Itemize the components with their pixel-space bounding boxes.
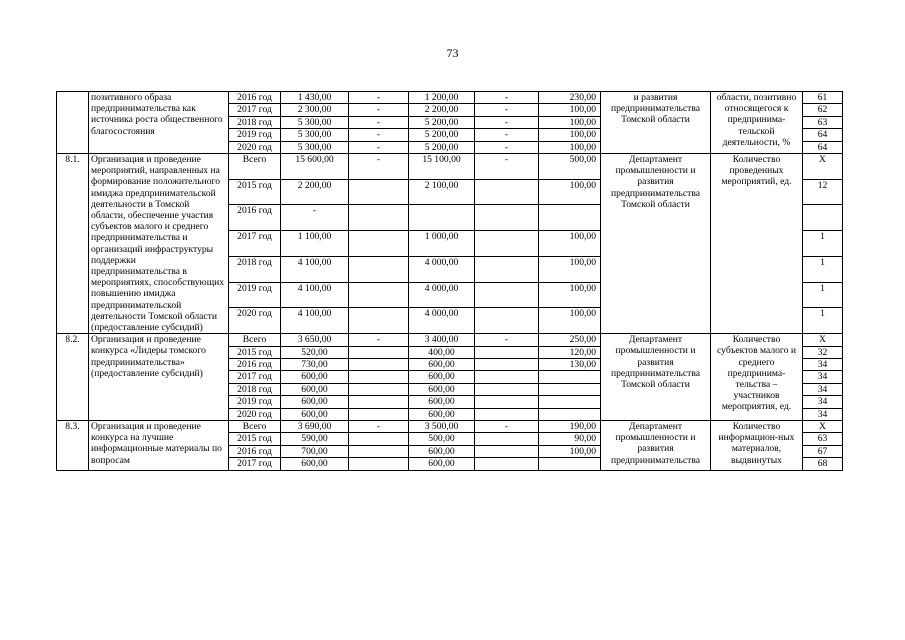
cell-item-number xyxy=(57,92,89,154)
cell-indicator-value: 64 xyxy=(803,141,843,153)
cell-indicator-value: 62 xyxy=(803,104,843,116)
cell-amount-federal: - xyxy=(349,116,409,128)
cell-period: 2020 год xyxy=(229,408,281,420)
cell-amount-total: 5 300,00 xyxy=(281,141,349,153)
cell-amount-regional: 2 200,00 xyxy=(409,104,475,116)
cell-period: 2019 год xyxy=(229,396,281,408)
cell-amount-total: 5 300,00 xyxy=(281,129,349,141)
cell-indicator-value: 34 xyxy=(803,408,843,420)
cell-amount-total: 4 100,00 xyxy=(281,256,349,282)
cell-amount-federal xyxy=(349,231,409,257)
cell-indicator-value: 32 xyxy=(803,346,843,358)
cell-amount-federal: - xyxy=(349,104,409,116)
cell-amount-regional: 600,00 xyxy=(409,383,475,395)
cell-amount-local xyxy=(475,371,539,383)
cell-item-number: 8.2. xyxy=(57,334,89,421)
cell-period: 2020 год xyxy=(229,141,281,153)
cell-amount-other xyxy=(539,383,601,395)
cell-amount-local xyxy=(475,205,539,231)
cell-amount-regional: 4 000,00 xyxy=(409,256,475,282)
cell-amount-federal: - xyxy=(349,153,409,179)
cell-amount-local xyxy=(475,308,539,334)
cell-amount-local: - xyxy=(475,153,539,179)
cell-amount-regional: 500,00 xyxy=(409,433,475,445)
cell-period: 2018 год xyxy=(229,116,281,128)
cell-amount-total: 590,00 xyxy=(281,433,349,445)
cell-amount-local: - xyxy=(475,104,539,116)
cell-amount-total: 520,00 xyxy=(281,346,349,358)
cell-amount-other: 100,00 xyxy=(539,256,601,282)
cell-amount-total: 600,00 xyxy=(281,396,349,408)
cell-amount-total: 600,00 xyxy=(281,408,349,420)
cell-indicator-name: Количество информацион-ных материалов, выдвинутых xyxy=(711,420,803,470)
cell-amount-federal xyxy=(349,458,409,470)
cell-executor: Департамент промышленности и развития предпринимательства Томской области xyxy=(601,153,711,333)
cell-amount-federal xyxy=(349,205,409,231)
cell-amount-total: 4 100,00 xyxy=(281,308,349,334)
cell-amount-total: 700,00 xyxy=(281,445,349,457)
cell-indicator-value: 63 xyxy=(803,433,843,445)
cell-item-name: Организация и проведение конкурса на лучшие информационные материалы по вопросам xyxy=(89,420,229,470)
cell-period: 2016 год xyxy=(229,445,281,457)
cell-period: 2015 год xyxy=(229,433,281,445)
cell-indicator-value: 34 xyxy=(803,396,843,408)
cell-amount-federal xyxy=(349,358,409,370)
cell-amount-federal xyxy=(349,282,409,308)
cell-amount-total: 600,00 xyxy=(281,383,349,395)
cell-amount-regional: 2 100,00 xyxy=(409,179,475,205)
cell-amount-regional: 3 400,00 xyxy=(409,334,475,346)
cell-period: 2015 год xyxy=(229,179,281,205)
cell-period: 2019 год xyxy=(229,129,281,141)
cell-indicator-value: 34 xyxy=(803,371,843,383)
cell-indicator-value: 68 xyxy=(803,458,843,470)
cell-amount-regional: 400,00 xyxy=(409,346,475,358)
cell-item-number: 8.3. xyxy=(57,420,89,470)
cell-period: 2015 год xyxy=(229,346,281,358)
cell-amount-local xyxy=(475,346,539,358)
cell-amount-federal xyxy=(349,256,409,282)
cell-amount-other: 100,00 xyxy=(539,445,601,457)
cell-indicator-name: Количество субъектов малого и среднего предпринима-тельства – участников мероприятия, ед. xyxy=(711,334,803,421)
cell-amount-regional: 4 000,00 xyxy=(409,282,475,308)
cell-period: 2018 год xyxy=(229,383,281,395)
cell-amount-other: 500,00 xyxy=(539,153,601,179)
cell-amount-local: - xyxy=(475,420,539,432)
cell-amount-total: 1 100,00 xyxy=(281,231,349,257)
cell-amount-total: 4 100,00 xyxy=(281,282,349,308)
cell-indicator-value: X xyxy=(803,153,843,179)
cell-amount-regional: 5 200,00 xyxy=(409,129,475,141)
cell-amount-local xyxy=(475,256,539,282)
cell-amount-federal xyxy=(349,179,409,205)
cell-amount-other: 100,00 xyxy=(539,282,601,308)
cell-indicator-value: 1 xyxy=(803,256,843,282)
cell-amount-regional: 4 000,00 xyxy=(409,308,475,334)
cell-amount-regional: 600,00 xyxy=(409,396,475,408)
cell-item-name: позитивного образа предпринимательства как источника роста общественного благосостояния xyxy=(89,92,229,154)
cell-indicator-value: 1 xyxy=(803,231,843,257)
cell-indicator-value: 34 xyxy=(803,383,843,395)
cell-amount-local xyxy=(475,408,539,420)
cell-amount-local xyxy=(475,396,539,408)
cell-amount-local xyxy=(475,458,539,470)
cell-amount-local: - xyxy=(475,334,539,346)
table-row xyxy=(57,420,843,432)
cell-period: Всего xyxy=(229,420,281,432)
cell-amount-federal xyxy=(349,433,409,445)
cell-amount-other: 100,00 xyxy=(539,141,601,153)
cell-amount-regional: 1 000,00 xyxy=(409,231,475,257)
cell-amount-other xyxy=(539,408,601,420)
cell-amount-federal xyxy=(349,346,409,358)
cell-indicator-value: 61 xyxy=(803,92,843,104)
cell-amount-other: 100,00 xyxy=(539,179,601,205)
cell-amount-other xyxy=(539,396,601,408)
cell-amount-other: 100,00 xyxy=(539,231,601,257)
cell-period: 2017 год xyxy=(229,104,281,116)
cell-period: 2017 год xyxy=(229,458,281,470)
cell-amount-total: 2 200,00 xyxy=(281,179,349,205)
cell-amount-local: - xyxy=(475,141,539,153)
cell-amount-local: - xyxy=(475,129,539,141)
page-number: 73 xyxy=(446,46,459,60)
cell-amount-total: 730,00 xyxy=(281,358,349,370)
cell-amount-other: 100,00 xyxy=(539,308,601,334)
cell-indicator-value: 34 xyxy=(803,358,843,370)
cell-amount-total: 5 300,00 xyxy=(281,116,349,128)
cell-amount-other: 100,00 xyxy=(539,129,601,141)
cell-amount-federal xyxy=(349,408,409,420)
cell-amount-regional: 5 200,00 xyxy=(409,141,475,153)
cell-amount-other xyxy=(539,205,601,231)
cell-amount-local xyxy=(475,433,539,445)
cell-amount-federal xyxy=(349,371,409,383)
cell-amount-total: 3 650,00 xyxy=(281,334,349,346)
cell-amount-local: - xyxy=(475,92,539,104)
cell-amount-other: 190,00 xyxy=(539,420,601,432)
cell-amount-federal xyxy=(349,396,409,408)
cell-amount-other: 250,00 xyxy=(539,334,601,346)
cell-amount-total: 600,00 xyxy=(281,458,349,470)
cell-amount-regional: 600,00 xyxy=(409,458,475,470)
cell-period: 2020 год xyxy=(229,308,281,334)
cell-indicator-value: 1 xyxy=(803,282,843,308)
cell-amount-other: 230,00 xyxy=(539,92,601,104)
cell-amount-total: 15 600,00 xyxy=(281,153,349,179)
cell-amount-local xyxy=(475,445,539,457)
cell-amount-other: 120,00 xyxy=(539,346,601,358)
cell-amount-other: 100,00 xyxy=(539,104,601,116)
cell-amount-other xyxy=(539,371,601,383)
cell-amount-regional: 5 200,00 xyxy=(409,116,475,128)
cell-item-name: Организация и проведение мероприятий, направленных на формирование положительного имиджа предпринимательской деятельности в Томской области, обеспечение участия субъектов малого и среднего предпринимательства и организаций инфраструктуры поддержки предпринимательства в мероприятиях, способствующих повышению имиджа предпринимательской деятельности Томской области (предоставление субсидий) xyxy=(89,153,229,333)
cell-indicator-value: 1 xyxy=(803,308,843,334)
cell-amount-total: - xyxy=(281,205,349,231)
cell-amount-total: 2 300,00 xyxy=(281,104,349,116)
cell-amount-total: 1 430,00 xyxy=(281,92,349,104)
cell-period: 2017 год xyxy=(229,371,281,383)
cell-indicator-name: области, позитивно относящегося к предпринима-тельской деятельности, % xyxy=(711,92,803,154)
cell-amount-federal: - xyxy=(349,129,409,141)
table-row xyxy=(57,334,843,346)
cell-item-number: 8.1. xyxy=(57,153,89,333)
cell-period: 2016 год xyxy=(229,205,281,231)
cell-amount-regional xyxy=(409,205,475,231)
cell-indicator-value xyxy=(803,205,843,231)
cell-period: 2018 год xyxy=(229,256,281,282)
cell-item-name: Организация и проведение конкурса «Лидеры томского предпринимательства» (предоставление субсидий) xyxy=(89,334,229,421)
cell-amount-local xyxy=(475,358,539,370)
cell-amount-regional: 1 200,00 xyxy=(409,92,475,104)
cell-amount-regional: 600,00 xyxy=(409,408,475,420)
cell-amount-federal: - xyxy=(349,334,409,346)
cell-period: Всего xyxy=(229,153,281,179)
cell-amount-other xyxy=(539,458,601,470)
cell-amount-local: - xyxy=(475,116,539,128)
cell-period: 2019 год xyxy=(229,282,281,308)
cell-amount-federal xyxy=(349,445,409,457)
cell-period: 2016 год xyxy=(229,92,281,104)
cell-amount-other: 130,00 xyxy=(539,358,601,370)
table-row xyxy=(57,153,843,179)
cell-amount-federal xyxy=(349,383,409,395)
cell-amount-total: 3 690,00 xyxy=(281,420,349,432)
cell-indicator-value: X xyxy=(803,420,843,432)
cell-amount-regional: 600,00 xyxy=(409,371,475,383)
cell-amount-federal: - xyxy=(349,141,409,153)
cell-amount-local xyxy=(475,383,539,395)
program-table xyxy=(56,91,843,471)
cell-indicator-value: 63 xyxy=(803,116,843,128)
cell-amount-regional: 600,00 xyxy=(409,445,475,457)
cell-executor: Департамент промышленности и развития предпринимательства Томской области xyxy=(601,334,711,421)
cell-amount-regional: 15 100,00 xyxy=(409,153,475,179)
cell-amount-federal: - xyxy=(349,92,409,104)
cell-amount-regional: 600,00 xyxy=(409,358,475,370)
cell-amount-regional: 3 500,00 xyxy=(409,420,475,432)
cell-period: Всего xyxy=(229,334,281,346)
cell-amount-federal: - xyxy=(349,420,409,432)
cell-executor: и развития предпринимательства Томской области xyxy=(601,92,711,154)
cell-indicator-value: 67 xyxy=(803,445,843,457)
cell-executor: Департамент промышленности и развития предпринимательства xyxy=(601,420,711,470)
table-row xyxy=(57,92,843,104)
cell-indicator-value: 12 xyxy=(803,179,843,205)
cell-period: 2017 год xyxy=(229,231,281,257)
cell-amount-total: 600,00 xyxy=(281,371,349,383)
cell-indicator-value: 64 xyxy=(803,129,843,141)
cell-indicator-name: Количество проведенных мероприятий, ед. xyxy=(711,153,803,333)
cell-amount-federal xyxy=(349,308,409,334)
cell-amount-other: 90,00 xyxy=(539,433,601,445)
cell-indicator-value: X xyxy=(803,334,843,346)
cell-period: 2016 год xyxy=(229,358,281,370)
cell-amount-local xyxy=(475,231,539,257)
cell-amount-other: 100,00 xyxy=(539,116,601,128)
cell-amount-local xyxy=(475,179,539,205)
cell-amount-local xyxy=(475,282,539,308)
